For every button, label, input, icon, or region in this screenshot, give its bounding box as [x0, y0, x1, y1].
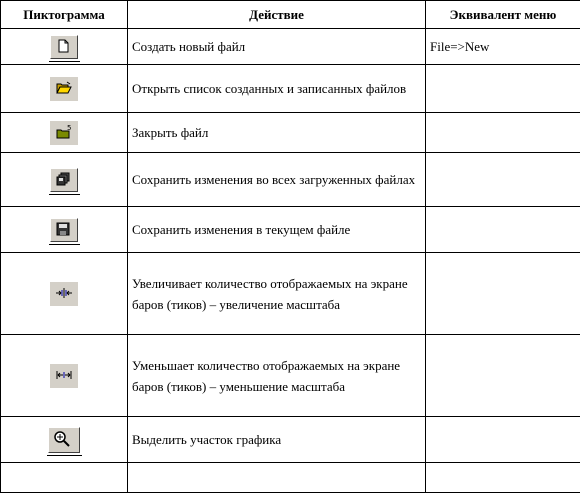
new-file-icon[interactable] — [50, 35, 78, 59]
menu-equivalent — [426, 113, 580, 153]
magnifier-icon[interactable] — [48, 427, 80, 453]
icon-cell — [1, 335, 128, 417]
menu-equivalent — [426, 65, 580, 113]
action-text: Сохранить изменения во всех загруженных файлах — [128, 153, 426, 207]
header-action: Действие — [128, 1, 426, 29]
table-row — [1, 113, 580, 153]
action-text: Открыть список созданных и записанных файлов — [128, 65, 426, 113]
header-menu-equivalent: Эквивалент меню — [426, 1, 580, 29]
table-row — [1, 153, 580, 207]
menu-equivalent — [426, 207, 580, 253]
icon-cell — [1, 207, 128, 253]
svg-text:5: 5 — [67, 123, 72, 132]
table-row — [1, 335, 580, 417]
table-row — [1, 463, 580, 493]
menu-equivalent — [426, 253, 580, 335]
zoom-out-bars-icon[interactable] — [50, 364, 78, 388]
table-row — [1, 417, 580, 463]
action-text: Увеличивает количество отображаемых на экране баров (тиков) – увеличение масштаба — [128, 253, 426, 335]
table-row — [1, 65, 580, 113]
action-text: Сохранить изменения в текущем файле — [128, 207, 426, 253]
table-row — [1, 29, 580, 65]
header-row — [1, 1, 580, 29]
action-text: Закрыть файл — [128, 113, 426, 153]
action-text: Создать новый файл — [128, 29, 426, 65]
menu-equivalent — [426, 335, 580, 417]
icon-cell — [1, 29, 128, 65]
menu-equivalent — [426, 417, 580, 463]
icon-cell — [1, 153, 128, 207]
icon-cell — [1, 65, 128, 113]
close-file-icon[interactable] — [50, 121, 78, 145]
action-text: Выделить участок графика — [128, 417, 426, 463]
action-text: Уменьшает количество отображаемых на экране баров (тиков) – уменьшение масштаба — [128, 335, 426, 417]
open-folder-icon[interactable] — [50, 77, 78, 101]
icon-cell — [1, 113, 128, 153]
menu-equivalent — [426, 153, 580, 207]
save-all-icon[interactable] — [50, 168, 78, 192]
table-row — [1, 253, 580, 335]
zoom-in-bars-icon[interactable] — [50, 282, 78, 306]
header-pictogram: Пиктограмма — [1, 1, 128, 29]
save-icon[interactable] — [50, 218, 78, 242]
table-row — [1, 207, 580, 253]
menu-equivalent: File=>New — [426, 29, 580, 65]
icon-cell — [1, 253, 128, 335]
icon-cell — [1, 417, 128, 463]
